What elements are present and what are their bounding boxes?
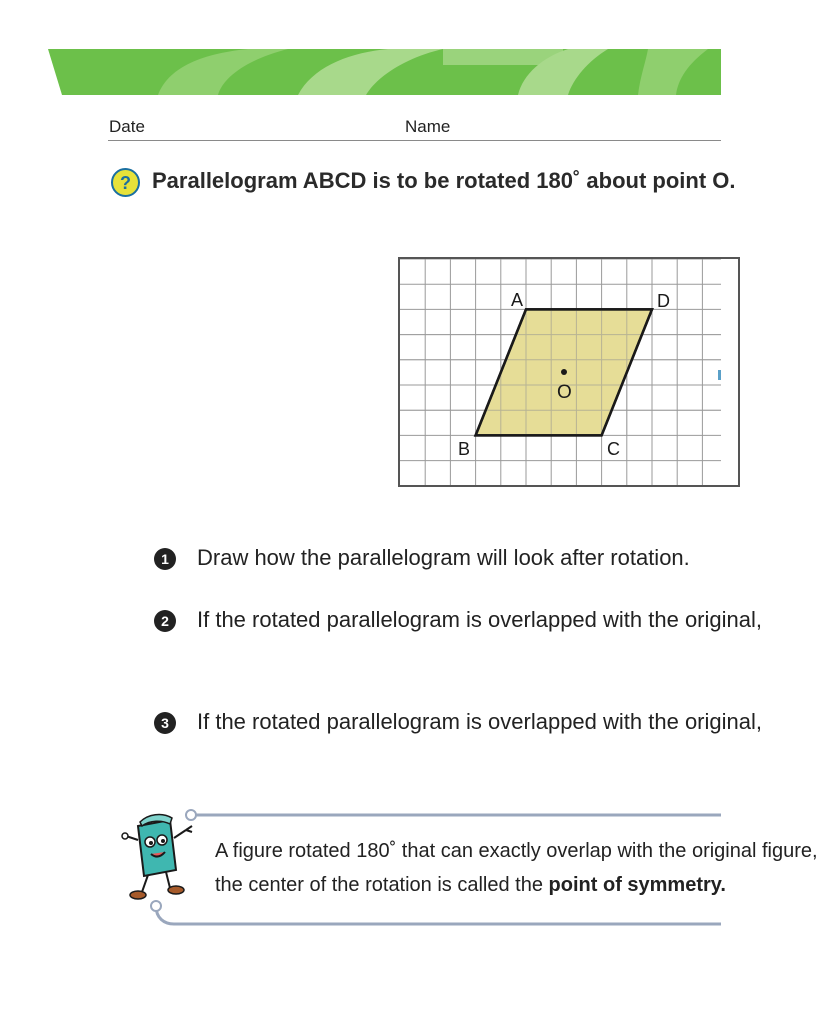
label-c: C [607, 439, 620, 459]
note-line-2 [215, 874, 726, 897]
point-of-symmetry-term: point of symmetry. [548, 874, 726, 896]
header-underline [108, 140, 721, 141]
header-banner [48, 49, 721, 95]
label-o: O [557, 382, 572, 403]
number-badge: 2 [154, 610, 176, 632]
date-label: Date [109, 117, 145, 136]
label-d: D [657, 291, 670, 311]
note-box [150, 810, 721, 930]
number-badge: 1 [154, 548, 176, 570]
question-mark-icon [111, 168, 140, 197]
partial-mark [718, 370, 721, 380]
point-o [561, 369, 567, 375]
label-b: B [458, 439, 471, 459]
book-mascot-icon [118, 812, 198, 904]
item-text: If the rotated parallelogram is overlapped with the original, [197, 709, 762, 734]
label-a: A [511, 290, 524, 310]
note-line-2-text: the center of the rotation is called the [215, 874, 549, 896]
note-line-1: A figure rotated 180˚ that can exactly overlap with the original figure, [215, 840, 818, 862]
question-text: Parallelogram ABCD is to be rotated 180˚ about point O. [152, 168, 736, 193]
grid-figure [398, 257, 721, 489]
svg-text:?: ? [120, 173, 131, 193]
number-badge: 3 [154, 712, 176, 734]
name-label: Name [405, 117, 451, 136]
item-text: Draw how the parallelogram will look after rotation. [197, 545, 690, 570]
item-text: If the rotated parallelogram is overlapped with the original, [197, 607, 762, 632]
